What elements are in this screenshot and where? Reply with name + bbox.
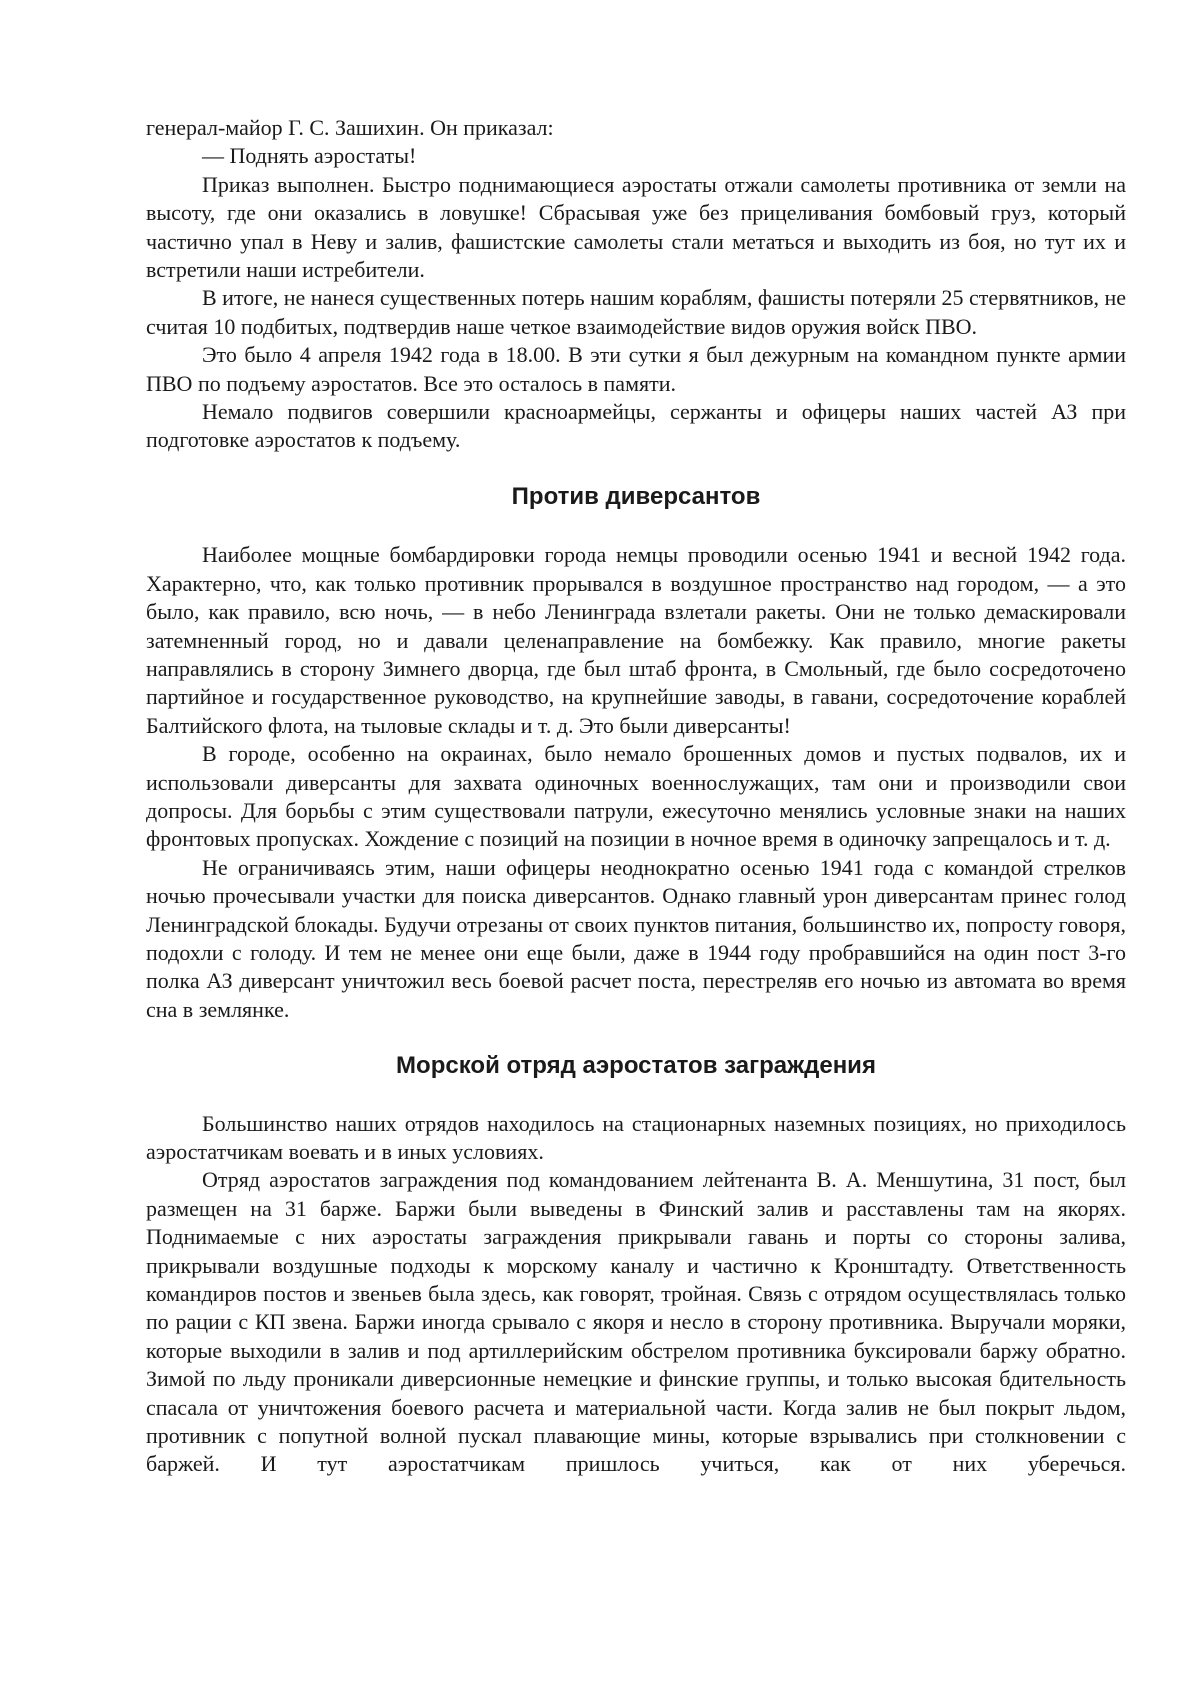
- section-heading: Морской отряд аэростатов заграждения: [396, 1052, 876, 1080]
- document-body: [146, 114, 1126, 1479]
- paragraph: В городе, особенно на окраинах, было немало брошенных домов и пустых подвалов, их и использовали диверсанты для захвата одиночных военнослужащих, там они и производили свои допросы. Для борьбы с этим существовали патрули, ежесуточно менялись условные знаки на наших фронтовых пропусках. Хождение с позиций на позиции в ночное время в одиночку запрещалось и т. д.: [146, 741, 1126, 852]
- paragraph: Большинство наших отрядов находилось на стационарных наземных позициях, но приходилось аэростатчикам воевать и в иных условиях.: [146, 1110, 1126, 1164]
- paragraph: Немало подвигов совершили красноармейцы, сержанты и офицеры наших частей АЗ при подготовке аэростатов к подъему.: [146, 399, 1126, 453]
- paragraph: генерал-майор Г. С. Зашихин. Он приказал:: [146, 115, 554, 140]
- section-heading: Против диверсантов: [511, 482, 761, 510]
- paragraph: Отряд аэростатов заграждения под командованием лейтенанта В. А. Меншутина, 31 пост, был размещен на 31 барже. Баржи были выведены в Финский залив и расставлены там на якорях. Поднимаемые с них аэростаты заграждения прикрывали гавань и порты со стороны залива, прикрывали воздушные подходы к морскому каналу и частично к Кронштадту. Ответственность командиров постов и звеньев была здесь, как говорят, тройная. Связь с отрядом осуществлялась только по рации с КП звена. Баржи иногда срывало с якоря и несло в сторону противника. Выручали моряки, которые выходили в залив и под артиллерийским обстрелом противника буксировали баржу обратно. Зимой по льду проникали диверсионные немецкие и финские группы, и только высокая бдительность спасала от уничтожения боевого расчета и материальной части. Когда залив не был покрыт льдом, противник с попутной волной пускал плавающие мины, которые взрывались при столкновении с баржей. И тут аэростатчикам пришлось учиться, как от них уберечься.: [146, 1167, 1126, 1477]
- paragraph: Это было 4 апреля 1942 года в 18.00. В эти сутки я был дежурным на командном пункте армии ПВО по подъему аэростатов. Все это осталось в памяти.: [146, 342, 1126, 396]
- paragraph: Не ограничиваясь этим, наши офицеры неоднократно осенью 1941 года с командой стрелков ночью прочесывали участки для поиска диверсантов. Однако главный урон диверсантам принес голод Ленинградской блокады. Будучи отрезаны от своих пунктов питания, большинство их, попросту говоря, подохли с голоду. И тем не менее они еще были, даже в 1944 году пробравшийся на один пост 3-го полка АЗ диверсант уничтожил весь боевой расчет поста, перестреляв его ночью из автомата во время сна в землянке.: [146, 854, 1126, 1022]
- paragraph: Наиболее мощные бомбардировки города немцы проводили осенью 1941 и весной 1942 года. Характерно, что, как только противник прорывался в воздушное пространство над городом, — а это было, как правило, всю ночь, — в небо Ленинграда взлетали ракеты. Они не только демаскировали затемненный город, но и давали целенаправление на бомбежку. Как правило, многие ракеты направлялись в сторону Зимнего дворца, где был штаб фронта, в Смольный, где было сосредоточено партийное и государственное руководство, на крупнейшие заводы, в гавани, сосредоточение кораблей Балтийского флота, на тыловые склады и т. д. Это были диверсанты!: [146, 542, 1126, 738]
- paragraph: Приказ выполнен. Быстро поднимающиеся аэростаты отжали самолеты противника от земли на высоту, где они оказались в ловушке! Сбрасывая уже без прицеливания бомбовый груз, который частично упал в Неву и залив, фашистские самолеты стали метаться и выходить из боя, но тут их и встретили наши истребители.: [146, 171, 1126, 283]
- paragraph: — Поднять аэростаты!: [202, 143, 417, 169]
- paragraph: В итоге, не нанеся существенных потерь нашим кораблям, фашисты потеряли 25 стервятников, не считая 10 подбитых, подтвердив наше четкое взаимодействие видов оружия войск ПВО.: [146, 285, 1126, 339]
